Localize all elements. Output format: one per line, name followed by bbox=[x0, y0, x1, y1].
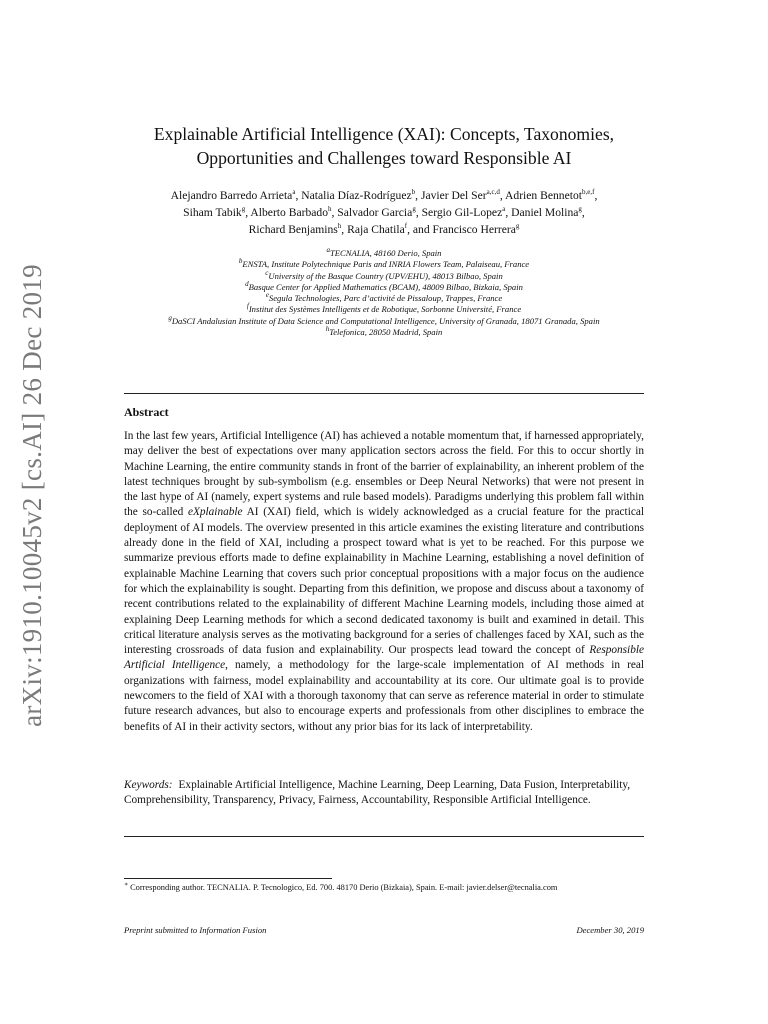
affiliation: $^f$Institut des Systèmes Intelligents et de Robotique, Sorbonne Université, France bbox=[246, 302, 522, 315]
footnote-text: Corresponding author. TECNALIA. P. Tecnologico, Ed. 700. 48170 Derio (Bizkaia), Spain. E-mail: javier.delser@tecnalia.com bbox=[130, 883, 558, 892]
author: Siham Tabik$^g$ bbox=[183, 205, 246, 219]
affiliation: $^g$DaSCI Andalusian Institute of Data Science and Computational Intelligence, University of Granada, 18071 Granada, Spain bbox=[168, 313, 600, 326]
corresponding-author-footnote bbox=[124, 882, 654, 893]
abstract-bottom-rule bbox=[124, 836, 644, 837]
abstract-heading: Abstract bbox=[124, 405, 169, 419]
affiliation: $^c$University of the Basque Country (UPV/EHU), 48013 Bilbao, Spain bbox=[265, 268, 503, 281]
affiliation: $^e$Segula Technologies, Parc d’activité de Pissaloup, Trappes, France bbox=[265, 291, 503, 304]
footnote-rule bbox=[124, 878, 332, 879]
author-list: Alejandro Barredo Arrieta$^a$, Natalia Díaz-Rodríguez$^b$, Javier Del Ser$^{a,c,d}$, Adrien Bennetot$^{b,e,f}$, Siham Tabik$^g$, Alberto Barbado$^h$, Salvador Garcia$^g$, Sergio Gil-Lopez$^a$, Daniel Molina$^g$, Richard Benjamins$^h$, Raja Chatila$^f$, and Francisco Herrera$^g$ bbox=[170, 188, 598, 236]
abstract-text: In the last few years, Artificial Intelligence (AI) has achieved a notable momentum that, if harnessed appropriately, may deliver the best of expectations over many application sectors across the field. For this to occur shortly in Machine Learning, the entire community stands in front of the barrier of explainability, an inherent problem of the latest techniques brought by sub-symbolism (e.g. ensembles or Deep Neural Networks) that were not present in the last hype of AI (namely, expert systems and rule based models). Paradigms underlying this problem fall within the so-called eXplainable AI (XAI) field, which is widely acknowledged as a crucial feature for the practical deployment of AI models. The overview presented in this article examines the existing literature and contributions already done in the field of XAI, including a prospect toward what is yet to be reached. For this purpose we summarize previous efforts made to define explainability in Machine Learning, establishing a novel definition of explainable Machine Learning that covers such prior conceptual propositions with a major focus on the audience for which the explainability is sought. Departing from this definition, we propose and discuss about a taxonomy of recent contributions related to the explainability of different Machine Learning models, including those aimed at explaining Deep Learning methods for which a second dedicated taxonomy is built and examined in detail. This critical literature analysis serves as the motivating background for a series of challenges faced by XAI, such as the interesting crossroads of data fusion and explainability. Our prospects lead toward the concept of Responsible Artificial Intelligence, namely, a methodology for the large-scale implementation of AI methods in real organizations with fairness, model explainability and accountability at its core. Our ultimate goal is to provide newcomers to the field of XAI with a thorough taxonomy that can serve as reference material in order to stimulate future research advances, but also to encourage experts and professionals from other disciplines to embrace the benefits of AI in their activity sectors, without any prior bias for its lack of interpretability. bbox=[124, 430, 645, 733]
affiliation: $^h$Telefonica, 28050 Madrid, Spain bbox=[325, 325, 443, 338]
author: Francisco Herrera$^g$ bbox=[432, 222, 520, 236]
author: Alejandro Barredo Arrieta$^a$ bbox=[170, 188, 296, 202]
arxiv-identifier: arXiv:1910.10045v2 [cs.AI] 26 Dec 2019 bbox=[16, 263, 47, 727]
author-connector: and bbox=[412, 223, 430, 236]
author: Salvador Garcia$^g$ bbox=[337, 205, 416, 219]
affiliation: $^b$ENSTA, Institute Polytechnique Paris and INRIA Flowers Team, Palaiseau, France bbox=[238, 257, 530, 270]
keywords bbox=[124, 778, 644, 809]
title-line-2: Opportunities and Challenges toward Responsible AI bbox=[196, 148, 572, 168]
preprint-note: Preprint submitted to Information Fusion bbox=[124, 925, 267, 935]
emphasis-explainable: eXplainable bbox=[187, 506, 243, 519]
affiliation: $^a$TECNALIA, 48160 Derio, Spain bbox=[326, 246, 442, 258]
paper-title bbox=[0, 122, 768, 170]
author: Javier Del Ser$^{a,c,d}$ bbox=[420, 188, 500, 202]
author: Adrien Bennetot$^{b,e,f}$ bbox=[505, 188, 595, 202]
affiliation-list bbox=[0, 248, 768, 338]
author: Natalia Díaz-Rodríguez$^b$ bbox=[301, 188, 416, 202]
author: Daniel Molina$^g$ bbox=[511, 205, 582, 219]
author: Richard Benjamins$^h$ bbox=[248, 222, 342, 236]
abstract-top-rule bbox=[124, 393, 644, 394]
title-line-1: Explainable Artificial Intelligence (XAI): Concepts, Taxonomies, bbox=[153, 124, 615, 144]
author: Raja Chatila$^f$ bbox=[347, 222, 408, 236]
preprint-date: December 30, 2019 bbox=[576, 925, 644, 935]
affiliation: $^d$Basque Center for Applied Mathematics (BCAM), 48009 Bilbao, Bizkaia, Spain bbox=[245, 280, 523, 292]
author: Alberto Barbado$^h$ bbox=[250, 205, 332, 219]
keywords-text: Explainable Artificial Intelligence, Machine Learning, Deep Learning, Data Fusion, Interpretability, Comprehensibility, Transparency, Privacy, Fairness, Accountability, Responsible Artificial Intelligence. bbox=[124, 779, 631, 807]
keywords-label: Keywords: bbox=[124, 779, 173, 791]
emphasis-responsible-ai: Responsible Artificial Intelligence bbox=[124, 644, 644, 672]
author: Sergio Gil-Lopez$^a$ bbox=[421, 205, 506, 219]
footnote-mark: ∗ bbox=[124, 882, 129, 889]
